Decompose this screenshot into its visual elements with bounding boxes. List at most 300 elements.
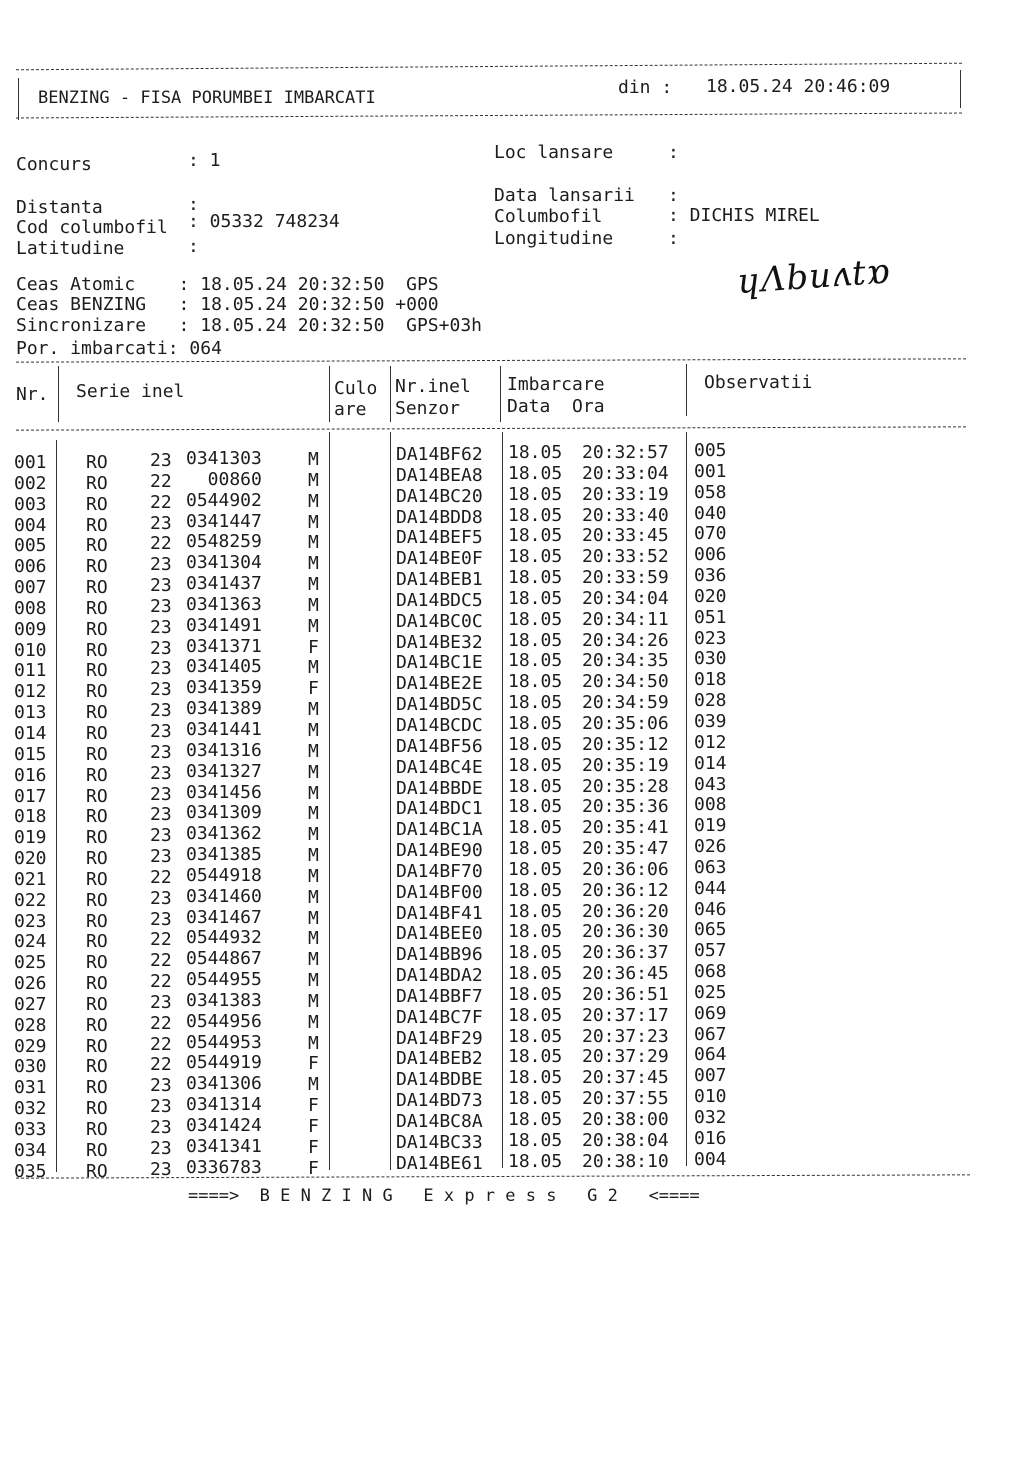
row-time: 20:33:40 bbox=[582, 504, 669, 526]
row-country: RO bbox=[86, 1035, 108, 1057]
row-nr: 010 bbox=[14, 639, 47, 661]
row-sensor: DA14BEB1 bbox=[396, 569, 483, 591]
row-sex: M bbox=[308, 782, 319, 804]
row-year: 22 bbox=[150, 950, 172, 972]
row-obs: 020 bbox=[694, 585, 727, 607]
row-nr: 031 bbox=[14, 1077, 47, 1099]
row-sensor: DA14BC20 bbox=[396, 485, 483, 507]
row-obs: 016 bbox=[694, 1127, 727, 1149]
row-sex: F bbox=[308, 678, 319, 700]
row-sensor: DA14BC1A bbox=[396, 819, 483, 841]
col-sep-5 bbox=[686, 364, 687, 416]
row-date: 18.05 bbox=[508, 462, 563, 484]
distanta-value: : bbox=[188, 194, 199, 215]
row-obs: 067 bbox=[694, 1023, 727, 1045]
row-country: RO bbox=[86, 597, 108, 619]
row-year: 22 bbox=[150, 1033, 172, 1055]
row-year: 23 bbox=[150, 1117, 172, 1138]
row-obs: 019 bbox=[694, 815, 727, 837]
row-sensor: DA14BBF7 bbox=[396, 985, 483, 1007]
row-sex: F bbox=[308, 1136, 319, 1158]
row-sex: M bbox=[308, 928, 319, 950]
col-header-inel-2: Senzor bbox=[395, 398, 461, 419]
row-date: 18.05 bbox=[508, 1150, 563, 1172]
longitudine-label: Longitudine bbox=[494, 228, 614, 249]
header-din-value: 18.05.24 20:46:09 bbox=[706, 76, 891, 97]
row-sensor: DA14BDC5 bbox=[396, 589, 483, 611]
row-year: 23 bbox=[150, 846, 172, 868]
row-ring: 0341385 bbox=[186, 844, 262, 866]
row-ring: 0341437 bbox=[186, 573, 262, 595]
row-sex: M bbox=[308, 532, 319, 554]
row-ring: 0341306 bbox=[186, 1073, 262, 1095]
row-obs: 069 bbox=[694, 1002, 727, 1024]
row-sex: M bbox=[308, 490, 319, 512]
loc-lansare-label: Loc lansare bbox=[494, 142, 614, 163]
row-nr: 008 bbox=[14, 597, 47, 619]
row-sensor: DA14BBDE bbox=[396, 777, 483, 799]
row-obs: 057 bbox=[694, 940, 727, 962]
row-sensor: DA14BF29 bbox=[396, 1027, 483, 1049]
row-sex: M bbox=[308, 657, 319, 679]
row-country: RO bbox=[86, 910, 108, 932]
row-sex: F bbox=[308, 1095, 319, 1117]
row-nr: 029 bbox=[14, 1035, 47, 1057]
row-time: 20:35:06 bbox=[582, 712, 669, 734]
row-time: 20:33:59 bbox=[582, 567, 669, 589]
row-country: RO bbox=[86, 764, 108, 786]
loc-lansare-value: : bbox=[668, 142, 679, 163]
handwritten-signature: ɥΛbuʌtɒ bbox=[736, 251, 892, 302]
row-time: 20:35:36 bbox=[582, 796, 669, 818]
row-sex: M bbox=[308, 574, 319, 596]
row-nr: 007 bbox=[14, 577, 47, 599]
row-country: RO bbox=[86, 1139, 108, 1161]
row-date: 18.05 bbox=[508, 504, 563, 526]
row-sex: F bbox=[308, 1116, 319, 1137]
row-sex: M bbox=[308, 907, 319, 929]
row-sensor: DA14BEB2 bbox=[396, 1048, 483, 1070]
row-sensor: DA14BEA8 bbox=[396, 464, 483, 486]
row-date: 18.05 bbox=[508, 879, 563, 901]
row-sensor: DA14BDC1 bbox=[396, 798, 483, 820]
row-year: 22 bbox=[150, 1012, 172, 1034]
row-sensor: DA14BD73 bbox=[396, 1090, 483, 1112]
row-sex: M bbox=[308, 449, 319, 470]
row-sensor: DA14BC4E bbox=[396, 756, 483, 778]
row-time: 20:34:50 bbox=[582, 671, 669, 693]
row-country: RO bbox=[86, 743, 108, 765]
row-date: 18.05 bbox=[508, 754, 563, 776]
row-ring: 0341371 bbox=[186, 635, 262, 657]
row-nr: 009 bbox=[14, 618, 47, 640]
row-country: RO bbox=[86, 952, 108, 974]
row-country: RO bbox=[86, 681, 108, 703]
row-ring: 0341304 bbox=[186, 552, 262, 574]
row-time: 20:36:12 bbox=[582, 879, 669, 901]
col-sep-1 bbox=[58, 366, 59, 422]
ceas-atomic-line: Ceas Atomic : 18.05.24 20:32:50 GPS bbox=[16, 274, 439, 295]
row-date: 18.05 bbox=[508, 587, 563, 609]
header-bottom-border bbox=[16, 113, 962, 119]
row-ring: 0544918 bbox=[186, 864, 262, 886]
row-date: 18.05 bbox=[508, 442, 563, 463]
row-sex: F bbox=[308, 636, 319, 658]
header-top-border bbox=[16, 63, 962, 71]
data-lansarii-value: : bbox=[668, 185, 679, 206]
row-date: 18.05 bbox=[508, 1025, 563, 1047]
row-year: 23 bbox=[150, 616, 172, 638]
row-year: 23 bbox=[150, 887, 172, 909]
row-time: 20:38:04 bbox=[582, 1129, 669, 1151]
row-sensor: DA14BC8A bbox=[396, 1111, 483, 1132]
row-sex: M bbox=[308, 553, 319, 575]
row-sensor: DA14BB96 bbox=[396, 944, 483, 966]
row-sex: M bbox=[308, 824, 319, 846]
row-sex: M bbox=[308, 803, 319, 825]
row-time: 20:37:17 bbox=[582, 1004, 669, 1026]
row-date: 18.05 bbox=[508, 546, 563, 568]
row-sex: M bbox=[308, 949, 319, 971]
row-ring: 0341405 bbox=[186, 656, 262, 678]
row-year: 23 bbox=[150, 825, 172, 847]
row-year: 23 bbox=[150, 783, 172, 805]
row-sex: M bbox=[308, 1011, 319, 1033]
row-country: RO bbox=[86, 848, 108, 870]
row-nr: 021 bbox=[14, 868, 47, 890]
row-obs: 014 bbox=[694, 752, 727, 774]
row-ring: 0548259 bbox=[186, 531, 262, 553]
row-obs: 008 bbox=[694, 794, 727, 816]
row-country: RO bbox=[86, 785, 108, 807]
row-nr: 006 bbox=[14, 556, 47, 578]
row-sex: F bbox=[308, 1157, 319, 1179]
row-nr: 030 bbox=[14, 1056, 47, 1078]
row-ring: 0341441 bbox=[186, 718, 262, 740]
row-ring: 0544919 bbox=[186, 1052, 262, 1074]
row-year: 23 bbox=[150, 762, 172, 784]
row-year: 22 bbox=[150, 470, 172, 492]
row-sex: M bbox=[308, 990, 319, 1012]
row-obs: 044 bbox=[694, 877, 727, 899]
row-ring: 0341341 bbox=[186, 1135, 262, 1157]
row-sensor: DA14BE90 bbox=[396, 840, 483, 862]
header-title: BENZING - FISA PORUMBEI IMBARCATI bbox=[38, 88, 376, 108]
row-ring: 0341447 bbox=[186, 510, 262, 532]
row-country: RO bbox=[86, 1160, 108, 1182]
row-ring: 0544932 bbox=[186, 927, 262, 949]
row-nr: 027 bbox=[14, 993, 47, 1015]
row-date: 18.05 bbox=[508, 921, 563, 943]
row-ring: 0341316 bbox=[186, 739, 262, 761]
row-date: 18.05 bbox=[508, 733, 563, 755]
row-date: 18.05 bbox=[508, 900, 563, 922]
row-ring: 0544955 bbox=[186, 969, 262, 991]
row-year: 23 bbox=[150, 450, 172, 471]
row-year: 22 bbox=[150, 1054, 172, 1076]
col-header-imbarcare-2: Data Ora bbox=[507, 396, 605, 417]
cod-columbofil-label: Cod columbofil bbox=[16, 217, 168, 238]
row-date: 18.05 bbox=[508, 608, 563, 630]
row-time: 20:33:52 bbox=[582, 546, 669, 568]
col-header-culoare-2: are bbox=[334, 399, 367, 420]
row-obs: 036 bbox=[694, 565, 727, 587]
row-year: 23 bbox=[150, 554, 172, 576]
col-header-observatii: Observatii bbox=[704, 372, 813, 393]
row-time: 20:33:04 bbox=[582, 462, 669, 484]
row-sensor: DA14BC33 bbox=[396, 1131, 483, 1153]
row-obs: 032 bbox=[694, 1107, 727, 1128]
row-country: RO bbox=[86, 618, 108, 640]
row-time: 20:36:06 bbox=[582, 858, 669, 880]
row-sex: M bbox=[308, 970, 319, 992]
row-obs: 026 bbox=[694, 836, 727, 858]
row-ring: 0341460 bbox=[186, 885, 262, 907]
row-time: 20:35:19 bbox=[582, 754, 669, 776]
row-country: RO bbox=[86, 1119, 108, 1140]
row-ring: 0544867 bbox=[186, 948, 262, 970]
row-country: RO bbox=[86, 973, 108, 995]
row-time: 20:35:47 bbox=[582, 838, 669, 860]
col-header-serie: Serie inel bbox=[76, 381, 185, 402]
row-ring: 0341327 bbox=[186, 760, 262, 782]
row-nr: 018 bbox=[14, 806, 47, 828]
row-year: 23 bbox=[150, 1158, 172, 1180]
row-nr: 023 bbox=[14, 910, 47, 932]
concurs-label: Concurs bbox=[16, 154, 92, 175]
header-right-edge bbox=[960, 70, 961, 108]
row-country: RO bbox=[86, 577, 108, 599]
row-sex: M bbox=[308, 1074, 319, 1096]
row-ring: 0341424 bbox=[186, 1115, 262, 1136]
row-country: RO bbox=[86, 722, 108, 744]
row-nr: 003 bbox=[14, 493, 47, 515]
row-year: 23 bbox=[150, 804, 172, 826]
row-ring: 0341362 bbox=[186, 823, 262, 845]
row-year: 23 bbox=[150, 1137, 172, 1159]
row-nr: 032 bbox=[14, 1098, 47, 1120]
row-year: 23 bbox=[150, 741, 172, 763]
row-date: 18.05 bbox=[508, 1004, 563, 1026]
col-sep-2 bbox=[329, 366, 330, 422]
row-nr: 016 bbox=[14, 764, 47, 786]
row-nr: 019 bbox=[14, 827, 47, 849]
row-obs: 028 bbox=[694, 690, 727, 712]
longitudine-value: : bbox=[668, 228, 679, 249]
row-country: RO bbox=[86, 868, 108, 890]
row-sensor: DA14BC0C bbox=[396, 610, 483, 632]
row-date: 18.05 bbox=[508, 525, 563, 547]
row-time: 20:36:30 bbox=[582, 921, 669, 943]
row-date: 18.05 bbox=[508, 796, 563, 818]
row-sex: M bbox=[308, 1032, 319, 1054]
row-country: RO bbox=[86, 452, 108, 473]
row-obs: 043 bbox=[694, 773, 727, 795]
row-sensor: DA14BF70 bbox=[396, 860, 483, 882]
row-country: RO bbox=[86, 1014, 108, 1036]
row-date: 18.05 bbox=[508, 567, 563, 589]
row-sex: M bbox=[308, 845, 319, 867]
row-sensor: DA14BDBE bbox=[396, 1069, 483, 1091]
row-time: 20:33:45 bbox=[582, 525, 669, 547]
row-time: 20:34:04 bbox=[582, 587, 669, 609]
row-date: 18.05 bbox=[508, 483, 563, 505]
row-date: 18.05 bbox=[508, 983, 563, 1005]
row-date: 18.05 bbox=[508, 942, 563, 964]
row-time: 20:36:51 bbox=[582, 983, 669, 1005]
row-date: 18.05 bbox=[508, 775, 563, 797]
row-country: RO bbox=[86, 493, 108, 515]
row-time: 20:35:12 bbox=[582, 733, 669, 755]
row-sex: M bbox=[308, 511, 319, 533]
row-nr: 026 bbox=[14, 973, 47, 995]
row-country: RO bbox=[86, 889, 108, 911]
col-header-imbarcare-1: Imbarcare bbox=[507, 374, 605, 395]
row-sex: M bbox=[308, 699, 319, 721]
row-date: 18.05 bbox=[508, 1088, 563, 1110]
row-date: 18.05 bbox=[508, 1046, 563, 1068]
row-year: 22 bbox=[150, 866, 172, 888]
row-sensor: DA14BC7F bbox=[396, 1006, 483, 1028]
row-ring: 0341383 bbox=[186, 989, 262, 1011]
row-country: RO bbox=[86, 660, 108, 682]
row-time: 20:37:29 bbox=[582, 1046, 669, 1068]
row-nr: 015 bbox=[14, 743, 47, 765]
row-date: 18.05 bbox=[508, 1109, 563, 1130]
row-year: 23 bbox=[150, 720, 172, 742]
row-country: RO bbox=[86, 514, 108, 536]
row-year: 23 bbox=[150, 700, 172, 722]
row-ring: 0544956 bbox=[186, 1010, 262, 1032]
row-nr: 022 bbox=[14, 889, 47, 911]
row-sensor: DA14BDA2 bbox=[396, 965, 483, 987]
row-obs: 005 bbox=[694, 440, 727, 461]
row-time: 20:32:57 bbox=[582, 442, 669, 463]
latitudine-value: : bbox=[188, 236, 199, 257]
row-country: RO bbox=[86, 931, 108, 953]
row-country: RO bbox=[86, 993, 108, 1015]
row-sensor: DA14BF62 bbox=[396, 444, 483, 465]
row-year: 23 bbox=[150, 637, 172, 659]
row-sensor: DA14BEF5 bbox=[396, 527, 483, 549]
row-time: 20:36:37 bbox=[582, 942, 669, 964]
row-nr: 024 bbox=[14, 931, 47, 953]
row-ring: 0544902 bbox=[186, 489, 262, 511]
row-time: 20:37:45 bbox=[582, 1067, 669, 1089]
row-time: 20:38:00 bbox=[582, 1109, 669, 1130]
row-date: 18.05 bbox=[508, 858, 563, 880]
row-date: 18.05 bbox=[508, 671, 563, 693]
row-obs: 068 bbox=[694, 961, 727, 983]
row-ring: 0341314 bbox=[186, 1094, 262, 1116]
table-header-bottom-border bbox=[16, 426, 966, 430]
row-sensor: DA14BF41 bbox=[396, 902, 483, 924]
row-sensor: DA14BE2E bbox=[396, 673, 483, 695]
columbofil-value: : DICHIS MIREL bbox=[668, 205, 820, 226]
row-year: 22 bbox=[150, 533, 172, 555]
row-obs: 030 bbox=[694, 648, 727, 670]
row-sensor: DA14BCDC bbox=[396, 714, 483, 736]
row-year: 23 bbox=[150, 1075, 172, 1097]
col-sep-3 bbox=[390, 366, 391, 422]
row-country: RO bbox=[86, 806, 108, 828]
row-obs: 025 bbox=[694, 981, 727, 1003]
row-sensor: DA14BC1E bbox=[396, 652, 483, 674]
row-nr: 012 bbox=[14, 681, 47, 703]
row-nr: 005 bbox=[14, 535, 47, 557]
row-sensor: DA14BF00 bbox=[396, 881, 483, 903]
row-obs: 007 bbox=[694, 1065, 727, 1087]
row-sex: F bbox=[308, 1053, 319, 1075]
row-ring: 0341359 bbox=[186, 677, 262, 699]
row-obs: 012 bbox=[694, 731, 727, 753]
row-sex: M bbox=[308, 761, 319, 783]
row-sensor: DA14BE32 bbox=[396, 631, 483, 653]
row-ring: 0341491 bbox=[186, 614, 262, 636]
row-nr: 025 bbox=[14, 952, 47, 974]
ceas-benzing-line: Ceas BENZING : 18.05.24 20:32:50 +000 bbox=[16, 294, 439, 315]
row-obs: 063 bbox=[694, 856, 727, 878]
row-sex: M bbox=[308, 886, 319, 908]
row-obs: 006 bbox=[694, 544, 727, 566]
table-row bbox=[0, 1148, 1024, 1182]
columbofil-label: Columbofil bbox=[494, 206, 603, 227]
row-date: 18.05 bbox=[508, 712, 563, 734]
porumbei-imbarcati-line: Por. imbarcati: 064 bbox=[16, 338, 222, 359]
row-country: RO bbox=[86, 639, 108, 661]
row-nr: 034 bbox=[14, 1139, 47, 1161]
row-sensor: DA14BD5C bbox=[396, 694, 483, 716]
col-header-culoare-1: Culo bbox=[334, 378, 378, 399]
row-obs: 001 bbox=[694, 460, 727, 482]
row-nr: 020 bbox=[14, 848, 47, 870]
row-sex: M bbox=[308, 865, 319, 887]
row-country: RO bbox=[86, 827, 108, 849]
row-sex: M bbox=[308, 594, 319, 616]
row-time: 20:35:41 bbox=[582, 817, 669, 839]
row-ring: 0341389 bbox=[186, 698, 262, 720]
row-ring: 00860 bbox=[186, 468, 262, 490]
row-time: 20:37:23 bbox=[582, 1025, 669, 1047]
row-sensor: DA14BE0F bbox=[396, 548, 483, 570]
row-obs: 040 bbox=[694, 502, 727, 524]
row-year: 23 bbox=[150, 908, 172, 930]
row-year: 23 bbox=[150, 658, 172, 680]
row-year: 23 bbox=[150, 991, 172, 1013]
row-year: 23 bbox=[150, 1096, 172, 1118]
row-ring: 0341363 bbox=[186, 593, 262, 615]
row-nr: 017 bbox=[14, 785, 47, 807]
row-year: 23 bbox=[150, 679, 172, 701]
row-year: 23 bbox=[150, 595, 172, 617]
row-ring: 0341303 bbox=[186, 448, 262, 469]
row-obs: 065 bbox=[694, 919, 727, 941]
row-obs: 064 bbox=[694, 1044, 727, 1066]
row-obs: 058 bbox=[694, 481, 727, 503]
row-sensor: DA14BEE0 bbox=[396, 923, 483, 945]
row-time: 20:33:19 bbox=[582, 483, 669, 505]
row-obs: 051 bbox=[694, 606, 727, 628]
col-header-inel-1: Nr.inel bbox=[395, 376, 471, 397]
row-country: RO bbox=[86, 1098, 108, 1120]
row-sex: M bbox=[308, 719, 319, 741]
row-nr: 028 bbox=[14, 1014, 47, 1036]
row-date: 18.05 bbox=[508, 650, 563, 672]
row-sex: M bbox=[308, 469, 319, 491]
row-country: RO bbox=[86, 535, 108, 557]
col-header-nr: Nr. bbox=[16, 384, 49, 405]
col-sep-4 bbox=[500, 366, 501, 422]
